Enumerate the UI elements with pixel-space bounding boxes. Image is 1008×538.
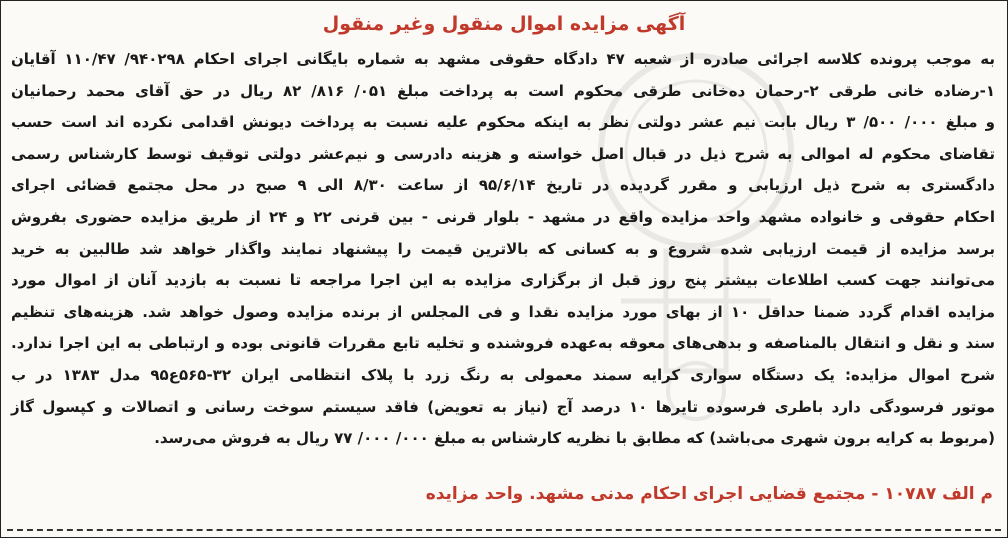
body-line: به موجب پرونده کلاسه اجرائی صادره از شعبه ۴۷ دادگاه حقوقی مشهد به شماره بایگانی اجرای احکام ۹۴۰۲۹۸/ ۱۱۰/۴۷ آقایان	[11, 50, 995, 68]
notice-title: آگهی مزایده اموال منقول وغیر منقول	[322, 13, 686, 35]
body-line: ۱-رضاده خانی طرقی ۲-رحمان ده‌خانی طرقی محکوم است به پرداخت مبلغ ۰۵۱/ ۸۱۶/ ۸۲ ریال در حق آقای محمد رحمانیان	[11, 81, 996, 100]
body-line: دادگستری به شرح ذیل ارزیابی و مقرر گردیده در تاریخ ۹۵/۶/۱۴ از ساعت ۸/۳۰ الی ۹ صبح در محل مجتمع قضائی اجرای	[11, 176, 995, 195]
body-line: سند و نقل و انتقال بالمناصفه و بدهی‌های معوقه به‌عهده فروشنده و تخلیه تابع مقررات قانونی بوده و ارتباطی به این اجرا ندارد.	[11, 334, 995, 353]
body-line: می‌توانند جهت کسب اطلاعات بیشتر پنج روز قبل از برگزاری مزایده به این اجرا مراجعه تا نسبت به بازدید آنان از اموال مورد	[11, 271, 995, 290]
notice-footer: م الف ۱۰۷۸۷ - مجتمع قضایی اجرای احکام مدنی مشهد. واحد مزایده	[425, 484, 993, 504]
body-line: برسد مزایده از قیمت ارزیابی شده شروع و به کسانی که بالاترین قیمت را پیشنهاد نمایند واگذار خواهد شد طالبین به خرید	[11, 239, 995, 258]
body-line: شرح اموال مزایده: یک دستگاه سواری کرایه سمند معمولی به رنگ زرد با پلاک انتظامی ایران ۳۲-۵۶۵ع۹۵ مدل ۱۳۸۳ در ب	[11, 365, 995, 384]
body-line: تقاضای محکوم له اموالی به شرح ذیل در قبال اصل خواسته و هزینه دادرسی و نیم‌عشر دولتی توقیف توسط کارشناس رسمی	[11, 144, 995, 163]
body-line: و مبلغ ۰۰۰/ ۵۰۰/ ۳ ریال بابت نیم عشر دولتی نظر به اینکه محکوم علیه نسبت به پرداخت دیونش اقدامی نکرده اند است حسب	[11, 113, 995, 132]
body-line: مزایده اقدام گردد ضمنا حداقل ۱۰ از بهای مورد مزایده نقدا و فی المجلس از برنده مزایده وصول خواهد شد. هزینه‌های تنظیم	[11, 302, 996, 321]
dashed-divider	[7, 529, 1001, 531]
body-line: (مربوط به کرایه برون شهری می‌باشد) که مطابق با نظریه کارشناس به مبلغ ۰۰۰/ ۰۰۰/ ۷۷ ریال به فروش می‌رسد.	[154, 429, 995, 448]
body-line: احکام حقوقی و خانواده مشهد واحد مزایده واقع در مشهد - بلوار قرنی - بین قرنی ۲۲ و ۲۴ از طریق مزایده حضوری بفروش	[11, 207, 995, 226]
notice-body	[11, 44, 995, 455]
body-line: موتور فرسودگی دارد باطری فرسوده تایرها ۱۰ درصد آج (نیاز به تعویض) فاقد سیستم سوخت رسانی و اتصالات و کپسول گاز	[11, 397, 995, 416]
